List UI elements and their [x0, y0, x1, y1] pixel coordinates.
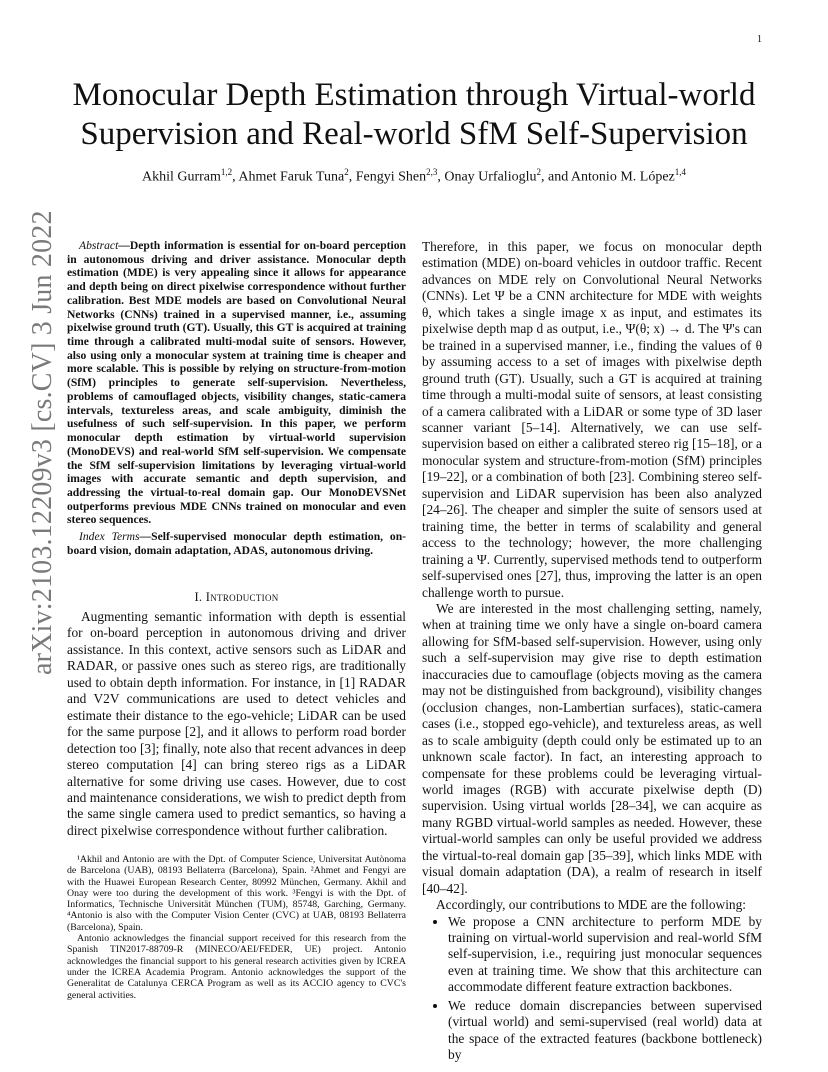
author-affiliation: 1,2: [220, 167, 233, 177]
intro-paragraph: Augmenting semantic information with depth is essential for on-board perception in autonomous driving and driver assistance. In this context, active sensors such as LiDAR and RADAR, or passive ones such as stereo rigs, are traditionally used to obtain depth information. For instance, in [1] RADAR and V2V communications are used to detect vehicles and estimate their distance to the ego-vehicle; LiDAR can be used for the same purpose [2], and it allows to perform road border detection too [3]; finally, note also that recent advances in deep stereo computation [4] can bring stereo rigs as a LiDAR alternative for some driving use cases. However, due to cost and maintenance considerations, we wish to predict depth from the same single camera used to predict semantics, so having a direct pixelwise correspondence without further calibration.: [67, 609, 406, 838]
section-title: Introduction: [205, 590, 279, 604]
paper-title: Monocular Depth Estimation through Virtual-world Supervision and Real-world SfM Self-Supervision: [72, 77, 756, 152]
abstract: [67, 239, 406, 527]
arxiv-side-label: arXiv:2103.12209v3 [cs.CV] 3 Jun 2022: [27, 210, 58, 675]
body-paragraph: Therefore, in this paper, we focus on monocular depth estimation (MDE) on-board vehicles in outdoor traffic. Recent advances on MDE rely on Convolutional Neural Networks (CNNs). Let Ψ be a CNN architecture for MDE with weights θ, which takes a single image x as input, and estimates its pixelwise depth map d as output, i.e., Ψ(θ; x) → d. The Ψ's can be trained in a supervised manner, i.e., finding the values of θ by assuming access to a set of images with pixelwise depth ground truth (GT). Usually, such a GT is acquired at training time through a multi-modal suite of sensors, at least consisting of a camera calibrated with a LiDAR or some type of 3D laser scanner variant [5–14]. Alternatively, we can use self-supervision based on either a calibrated stereo rig [15–18], or a monocular system and structure-from-motion (SfM) principles [19–22], or a combination of both [23]. Combining stereo self-supervision and LiDAR supervision has been also analyzed [24–26]. The cheaper and simpler the suite of sensors used at training time, the better in terms of scalability and general access to the technology; however, the more challenging training a Ψ. Currently, supervised methods tend to outperform self-supervised ones [27], thus, improving the latter is an open challenge worth to pursue.: [422, 239, 762, 600]
author-name: , Fengyi Shen: [348, 169, 427, 185]
section-number: I.: [194, 590, 203, 604]
author-name: , and Antonio M. López: [540, 169, 675, 185]
contribution-item: • We reduce domain discrepancies between supervised (virtual world) and semi-supervised (real world) data at the space of the extracted features (backbone bottleneck) by: [448, 998, 762, 1064]
author-affiliation: 2,3: [426, 167, 438, 177]
contribution-list: [422, 914, 762, 1064]
footnote-affiliations: ¹Akhil and Antonio are with the Dpt. of Computer Science, Universitat Autònoma de Barcelona (UAB), 08193 Bellaterra (Barcelona), Spain. ²Ahmet and Fengyi are with the Huawei European Research Center, 80992 München, Germany. Akhil and Onay were too during the development of this work. ³Fengyi is with the Dpt. of Informatics, Technische Universität München (TUM), 85748, Garching, Germany. ⁴Antonio is also with the Computer Vision Center (CVC) at UAB, 08193 Bellaterra (Barcelona), Spain.: [67, 854, 406, 933]
author-name: Akhil Gurram: [141, 169, 221, 185]
index-terms-text: —Self-supervised monocular depth estimation, on-board vision, domain adaptation, ADAS, autonomous driving.: [67, 530, 407, 557]
section-heading: [67, 590, 406, 605]
author-affiliation: 2: [536, 167, 541, 177]
contribution-item: • We propose a CNN architecture to perform MDE by training on virtual-world supervision and real-world SfM self-supervision, i.e., requiring just monocular sequences even at training time. We show that this architecture can accommodate different feature extraction backbones.: [448, 914, 762, 996]
body-paragraph: Accordingly, our contributions to MDE are the following:: [436, 897, 747, 913]
author-list: [40, 167, 788, 186]
author-name: , Onay Urfalioglu: [437, 169, 537, 185]
page-number: 1: [757, 34, 762, 45]
index-terms-label: Index Terms: [79, 530, 140, 543]
index-terms: [67, 530, 406, 557]
abstract-label: Abstract: [79, 239, 119, 252]
footnotes: [67, 854, 406, 1001]
author-name: , Ahmet Faruk Tuna: [232, 169, 345, 185]
author-affiliation: 1,4: [674, 167, 686, 177]
body-paragraph: We are interested in the most challenging setting, namely, when at training time we only have a single on-board camera allowing for SfM-based self-supervision. However, using only such a self-supervision may give rise to depth estimation inaccuracies due to camouflage (objects moving as the camera may not be distinguished from background), visibility changes (occlusion changes, non-Lambertian surfaces), static-camera cases (i.e., stopped ego-vehicle), and textureless areas, as well as to scale ambiguity (depth could only be estimated up to an unknown scale factor). In fact, an interesting approach to compensate for these problems could be leveraging virtual-world images (RGB) with accurate pixelwise depth (D) supervision. Using virtual worlds [28–34], we can acquire as many RGBD virtual-world samples as needed. However, these virtual-world samples can only be useful provided we address the virtual-to-real domain gap [35–39], which links MDE with visual domain adaptation (DA), a realm of research in itself [40–42].: [422, 600, 762, 896]
footnote-acknowledgements: Antonio acknowledges the financial support received for this research from the Spanish TIN2017-88709-R (MINECO/AEI/FEDER, UE) project. Antonio acknowledges the financial support to his general research activities given by ICREA under the ICREA Academia Program. Antonio acknowledges the support of the Generalitat de Catalunya CERCA Program as well as its ACCIO agency to CVC's general activities.: [67, 933, 406, 1001]
author-affiliation: 2: [344, 167, 349, 177]
abstract-text: —Depth information is essential for on-board perception in autonomous driving and driver assistance. Monocular depth estimation (MDE) is very appealing since it allows for appearance and depth being on direct pixelwise correspondence without further calibration. Best MDE models are based on Convolutional Neural Networks (CNNs) trained in a supervised manner, i.e., assuming pixelwise ground truth (GT). Usually, this GT is acquired at training time through a calibrated multi-modal suite of sensors. However, also using only a monocular system at training time is cheaper and more scalable. This is possible by relying on structure-from-motion (SfM) principles to generate self-supervision. Nevertheless, problems of camouflaged objects, visibility changes, static-camera intervals, textureless areas, and scale ambiguity, diminish the usefulness of such self-supervision. In this paper, we perform monocular depth estimation by virtual-world supervision (MonoDEVS) and real-world SfM self-supervision. We compensate the SfM self-supervision limitations by leveraging virtual-world images with accurate semantic and depth supervision, and addressing the virtual-to-real domain gap. Our MonoDEVSNet outperforms previous MDE CNNs trained on monocular and even stereo sequences.: [67, 239, 406, 527]
right-column: [422, 239, 762, 1066]
